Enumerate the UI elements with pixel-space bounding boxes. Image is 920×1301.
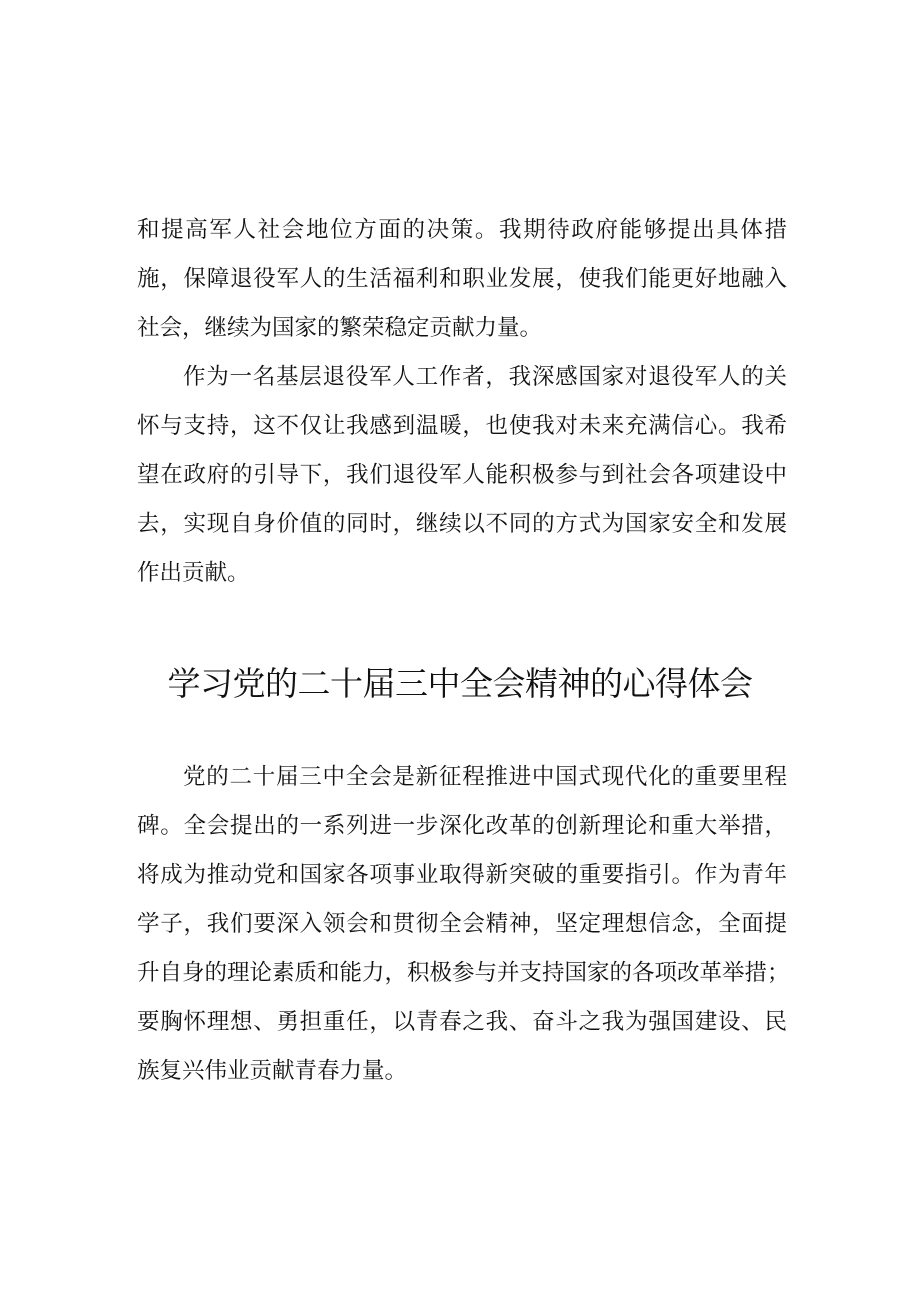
paragraph-line: 要胸怀理想、勇担重任，以青春之我、奋斗之我为强国建设、民 [137,1009,787,1035]
paragraph-line: 学子，我们要深入领会和贯彻全会精神，坚定理想信念，全面提 [137,911,787,937]
paragraph-line: 族复兴伟业贡献青春力量。 [137,1058,408,1084]
paragraph-line: 和提高军人社会地位方面的决策。我期待政府能够提出具体措 [137,217,787,243]
paragraph-line: 党的二十届三中全会是新征程推进中国式现代化的重要里程 [183,764,787,790]
paragraph-line: 去，实现自身价值的同时，继续以不同的方式为国家安全和发展 [137,511,787,537]
paragraph-line: 将成为推动党和国家各项事业取得新突破的重要指引。作为青年 [137,862,787,888]
paragraph-line: 作出贡献。 [137,560,250,586]
paragraph-line: 怀与支持，这不仅让我感到温暖，也使我对未来充满信心。我希 [137,413,787,439]
paragraph-line: 社会，继续为国家的繁荣稳定贡献力量。 [137,315,543,341]
section-title: 学习党的二十届三中全会精神的心得体会 [167,664,753,703]
paragraph-line: 升自身的理论素质和能力，积极参与并支持国家的各项改革举措； [137,960,790,986]
paragraph-line: 碑。全会提出的一系列进一步深化改革的创新理论和重大举措， [137,813,787,839]
paragraph-line: 望在政府的引导下，我们退役军人能积极参与到社会各项建设中 [137,462,787,488]
paragraph-line: 作为一名基层退役军人工作者，我深感国家对退役军人的关 [183,364,787,390]
paragraph-line: 施，保障退役军人的生活福利和职业发展，使我们能更好地融入 [137,266,787,292]
